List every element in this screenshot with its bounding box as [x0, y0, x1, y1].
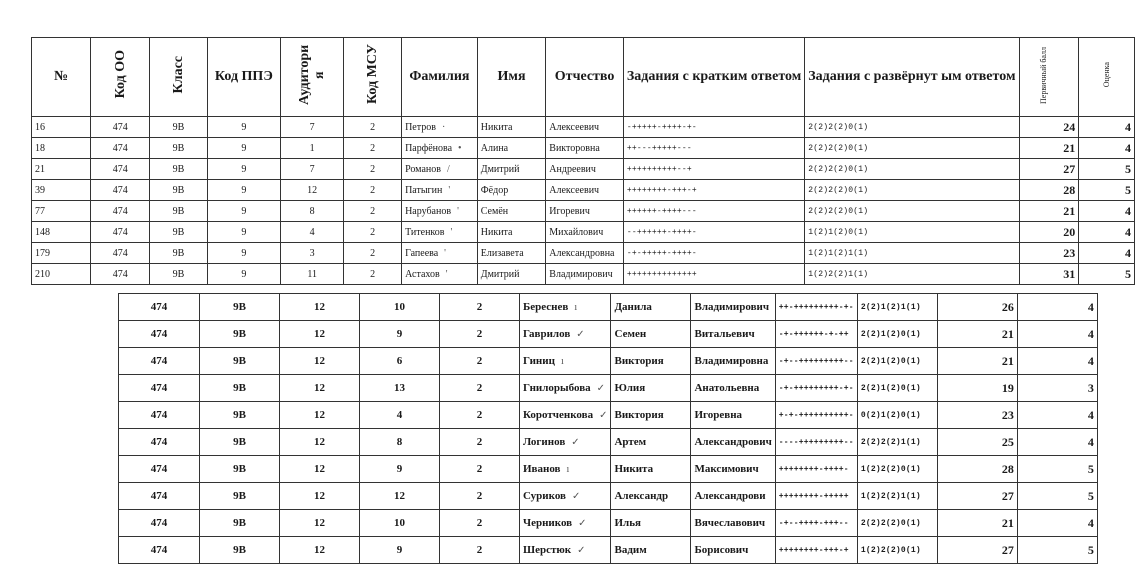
cell-code-msu: 2	[344, 159, 402, 180]
cell-patronymic: Владимирович	[546, 264, 624, 285]
cell-grade: 5	[1017, 483, 1097, 510]
cell-first-name: Артем	[611, 429, 691, 456]
cell-extended-answer: 1(2)2(2)1(1)	[805, 264, 1019, 285]
cell-auditorium: 8	[360, 429, 440, 456]
cell-grade: 4	[1079, 138, 1135, 159]
cell-patronymic: Александровна	[546, 243, 624, 264]
cell-first-name: Илья	[611, 510, 691, 537]
cell-class: 9В	[150, 243, 207, 264]
header-extended-answer: Задания с развёрнут ым ответом	[805, 38, 1019, 117]
table-row	[119, 294, 1098, 321]
cell-short-answer: -+--++++-+++--	[775, 510, 857, 537]
results-table-part1	[31, 37, 1135, 285]
cell-code-ppe: 12	[280, 402, 360, 429]
header-short-answer: Задания с кратким ответом	[623, 38, 804, 117]
cell-primary-score: 28	[937, 456, 1017, 483]
cell-first-name: Фёдор	[477, 180, 546, 201]
cell-code-oo: 474	[91, 159, 150, 180]
cell-patronymic: Игоревич	[546, 201, 624, 222]
header-class: Класс	[150, 38, 207, 117]
table-row	[119, 375, 1098, 402]
checkmark-icon: ✓	[577, 545, 586, 556]
header-code-msu: Код МСУ	[344, 38, 402, 117]
cell-last-name	[520, 483, 611, 510]
table-row	[119, 483, 1098, 510]
table-row	[119, 348, 1098, 375]
table-row	[32, 243, 1135, 264]
cell-first-name: Виктория	[611, 348, 691, 375]
cell-code-oo: 474	[119, 294, 200, 321]
cell-num: 16	[32, 117, 91, 138]
cell-class: 9В	[200, 321, 280, 348]
cell-code-oo: 474	[119, 537, 200, 564]
cell-num: 39	[32, 180, 91, 201]
cell-patronymic: Владимировна	[691, 348, 775, 375]
cell-extended-answer: 2(2)2(2)0(1)	[805, 138, 1019, 159]
cell-patronymic: Андреевич	[546, 159, 624, 180]
cell-code-msu: 2	[440, 483, 520, 510]
cell-code-oo: 474	[119, 483, 200, 510]
cell-grade: 3	[1017, 375, 1097, 402]
cell-first-name: Никита	[477, 117, 546, 138]
cell-code-oo: 474	[119, 456, 200, 483]
cell-patronymic: Викторовна	[546, 138, 624, 159]
cell-extended-answer: 1(2)1(2)1(1)	[805, 243, 1019, 264]
cell-first-name: Александр	[611, 483, 691, 510]
cell-short-answer: ++++++++-+++++	[775, 483, 857, 510]
checkmark-icon: '	[448, 184, 451, 196]
last-name-text: Гиниц	[523, 355, 555, 367]
cell-patronymic: Игоревна	[691, 402, 775, 429]
cell-grade: 5	[1017, 537, 1097, 564]
cell-class: 9В	[200, 483, 280, 510]
cell-code-msu: 2	[440, 294, 520, 321]
cell-last-name	[402, 243, 478, 264]
cell-primary-score: 19	[937, 375, 1017, 402]
cell-num: 18	[32, 138, 91, 159]
cell-code-ppe: 9	[207, 243, 281, 264]
cell-primary-score: 20	[1019, 222, 1079, 243]
last-name-text: Гнилорыбова	[523, 382, 591, 394]
last-name-text: Шерстюк	[523, 544, 572, 556]
cell-code-ppe: 12	[280, 456, 360, 483]
cell-last-name	[520, 456, 611, 483]
cell-class: 9В	[200, 294, 280, 321]
cell-code-msu: 2	[440, 429, 520, 456]
cell-auditorium: 7	[281, 159, 344, 180]
cell-extended-answer: 2(2)1(2)0(1)	[857, 348, 937, 375]
cell-short-answer: ++---+++++---	[623, 138, 804, 159]
cell-patronymic: Александрови	[691, 483, 775, 510]
cell-code-msu: 2	[344, 243, 402, 264]
cell-primary-score: 24	[1019, 117, 1079, 138]
table-row	[32, 138, 1135, 159]
cell-grade: 5	[1079, 180, 1135, 201]
cell-code-ppe: 12	[280, 348, 360, 375]
cell-first-name: Елизавета	[477, 243, 546, 264]
table-row	[119, 429, 1098, 456]
cell-auditorium: 12	[360, 483, 440, 510]
cell-extended-answer: 1(2)2(2)0(1)	[857, 456, 937, 483]
cell-grade: 4	[1017, 429, 1097, 456]
last-name-text: Патыгин	[405, 184, 443, 196]
checkmark-icon: ·	[441, 121, 446, 133]
cell-primary-score: 27	[1019, 159, 1079, 180]
cell-extended-answer: 2(2)2(2)0(1)	[805, 159, 1019, 180]
cell-primary-score: 21	[937, 348, 1017, 375]
cell-code-oo: 474	[119, 348, 200, 375]
last-name-text: Титенков	[405, 226, 445, 238]
last-name-text: Суриков	[523, 490, 566, 502]
cell-class: 9В	[150, 222, 207, 243]
cell-first-name: Никита	[611, 456, 691, 483]
cell-first-name: Дмитрий	[477, 264, 546, 285]
cell-class: 9В	[200, 402, 280, 429]
last-name-text: Парфёнова	[405, 142, 453, 154]
cell-code-msu: 2	[440, 537, 520, 564]
header-auditorium: Аудитори я	[281, 38, 344, 117]
cell-grade: 5	[1017, 456, 1097, 483]
last-name-text: Астахов	[405, 268, 440, 280]
table-row	[119, 456, 1098, 483]
cell-code-msu: 2	[440, 375, 520, 402]
cell-first-name: Данила	[611, 294, 691, 321]
cell-auditorium: 3	[281, 243, 344, 264]
cell-code-msu: 2	[440, 510, 520, 537]
cell-num: 77	[32, 201, 91, 222]
cell-short-answer: ++++++++-++++-	[775, 456, 857, 483]
table-row	[119, 321, 1098, 348]
cell-primary-score: 27	[937, 483, 1017, 510]
cell-patronymic: Алексеевич	[546, 180, 624, 201]
cell-short-answer: --++++++-++++-	[623, 222, 804, 243]
cell-code-msu: 2	[344, 138, 402, 159]
cell-code-msu: 2	[344, 201, 402, 222]
cell-class: 9В	[150, 264, 207, 285]
cell-last-name	[520, 375, 611, 402]
cell-last-name	[520, 537, 611, 564]
table-row	[32, 264, 1135, 285]
cell-grade: 4	[1079, 117, 1135, 138]
cell-last-name	[402, 264, 478, 285]
cell-code-oo: 474	[119, 321, 200, 348]
last-name-text: Нарубанов	[405, 205, 452, 217]
last-name-text: Логинов	[523, 436, 566, 448]
cell-last-name	[402, 138, 478, 159]
checkmark-icon: ✓	[599, 410, 608, 421]
cell-last-name	[402, 117, 478, 138]
cell-num: 148	[32, 222, 91, 243]
cell-grade: 5	[1079, 264, 1135, 285]
cell-short-answer: -+--+++++++++--	[775, 348, 857, 375]
last-name-text: Петров	[405, 121, 436, 133]
cell-patronymic: Владимирович	[691, 294, 775, 321]
cell-first-name: Виктория	[611, 402, 691, 429]
cell-primary-score: 21	[937, 321, 1017, 348]
cell-code-oo: 474	[119, 402, 200, 429]
cell-auditorium: 1	[281, 138, 344, 159]
cell-class: 9В	[200, 375, 280, 402]
cell-short-answer: -+-+++++++++-+-	[775, 375, 857, 402]
cell-short-answer: ++++++++-+++-+	[775, 537, 857, 564]
cell-code-oo: 474	[91, 138, 150, 159]
header-code-oo: Код ОО	[91, 38, 150, 117]
cell-code-msu: 2	[344, 180, 402, 201]
cell-auditorium: 8	[281, 201, 344, 222]
cell-auditorium: 6	[360, 348, 440, 375]
cell-first-name: Дмитрий	[477, 159, 546, 180]
cell-class: 9В	[150, 159, 207, 180]
cell-auditorium: 7	[281, 117, 344, 138]
cell-class: 9В	[200, 348, 280, 375]
cell-short-answer: ++++++++-+++-+	[623, 180, 804, 201]
cell-extended-answer: 2(2)1(2)1(1)	[857, 294, 937, 321]
cell-primary-score: 28	[1019, 180, 1079, 201]
cell-auditorium: 4	[281, 222, 344, 243]
cell-extended-answer: 1(2)2(2)1(1)	[857, 483, 937, 510]
cell-grade: 4	[1017, 402, 1097, 429]
results-table-part2	[118, 293, 1098, 564]
header-patronymic: Отчество	[546, 38, 624, 117]
cell-first-name: Семен	[611, 321, 691, 348]
cell-primary-score: 21	[1019, 138, 1079, 159]
cell-extended-answer: 2(2)2(2)0(1)	[857, 510, 937, 537]
cell-auditorium: 11	[281, 264, 344, 285]
cell-first-name: Алина	[477, 138, 546, 159]
cell-primary-score: 31	[1019, 264, 1079, 285]
header-num: №	[32, 38, 91, 117]
cell-grade: 4	[1079, 243, 1135, 264]
cell-extended-answer: 2(2)2(2)0(1)	[805, 117, 1019, 138]
cell-patronymic: Александрович	[691, 429, 775, 456]
cell-grade: 4	[1079, 222, 1135, 243]
cell-primary-score: 27	[937, 537, 1017, 564]
cell-code-msu: 2	[440, 348, 520, 375]
cell-last-name	[520, 510, 611, 537]
cell-code-ppe: 9	[207, 117, 281, 138]
last-name-text: Коротченкова	[523, 409, 594, 421]
last-name-text: Черников	[523, 517, 573, 529]
cell-class: 9В	[200, 456, 280, 483]
cell-patronymic: Борисович	[691, 537, 775, 564]
table-row	[32, 201, 1135, 222]
cell-auditorium: 9	[360, 456, 440, 483]
header-row	[32, 38, 1135, 117]
cell-code-ppe: 9	[207, 159, 281, 180]
cell-short-answer: ----+++++++++--	[775, 429, 857, 456]
cell-code-ppe: 12	[280, 510, 360, 537]
cell-code-ppe: 12	[280, 429, 360, 456]
last-name-text: Гапеева	[405, 247, 439, 259]
cell-short-answer: ++++++-++++---	[623, 201, 804, 222]
cell-patronymic: Алексеевич	[546, 117, 624, 138]
table-row	[32, 180, 1135, 201]
checkmark-icon: '	[450, 226, 453, 238]
cell-code-ppe: 12	[280, 321, 360, 348]
cell-class: 9В	[150, 201, 207, 222]
cell-extended-answer: 2(2)2(2)0(1)	[805, 201, 1019, 222]
cell-num: 21	[32, 159, 91, 180]
cell-num: 179	[32, 243, 91, 264]
cell-auditorium: 10	[360, 294, 440, 321]
cell-code-ppe: 9	[207, 138, 281, 159]
cell-last-name	[520, 348, 611, 375]
cell-primary-score: 25	[937, 429, 1017, 456]
checkmark-icon: ı	[560, 356, 564, 367]
cell-last-name	[520, 429, 611, 456]
cell-short-answer: ++-+++++++++-+-	[775, 294, 857, 321]
cell-class: 9В	[150, 117, 207, 138]
cell-code-ppe: 12	[280, 537, 360, 564]
cell-code-ppe: 9	[207, 264, 281, 285]
checkmark-icon: ✓	[578, 518, 587, 529]
last-name-text: Романов	[405, 163, 441, 175]
cell-code-ppe: 12	[280, 375, 360, 402]
cell-last-name	[402, 201, 478, 222]
cell-extended-answer: 1(2)1(2)0(1)	[805, 222, 1019, 243]
cell-primary-score: 23	[1019, 243, 1079, 264]
cell-code-ppe: 9	[207, 180, 281, 201]
cell-first-name: Юлия	[611, 375, 691, 402]
cell-extended-answer: 2(2)2(2)1(1)	[857, 429, 937, 456]
cell-code-oo: 474	[91, 180, 150, 201]
checkmark-icon: ✓	[596, 383, 606, 394]
header-last-name: Фамилия	[402, 38, 478, 117]
cell-code-ppe: 9	[207, 222, 281, 243]
cell-patronymic: Максимович	[691, 456, 775, 483]
cell-first-name: Семён	[477, 201, 546, 222]
cell-extended-answer: 2(2)1(2)0(1)	[857, 321, 937, 348]
checkmark-icon: ı	[566, 464, 570, 475]
cell-code-msu: 2	[344, 264, 402, 285]
cell-short-answer: ++++++++++++++	[623, 264, 804, 285]
cell-grade: 4	[1017, 294, 1097, 321]
cell-grade: 4	[1017, 510, 1097, 537]
cell-primary-score: 23	[937, 402, 1017, 429]
checkmark-icon: '	[444, 247, 446, 259]
header-primary-score: Первичный балл	[1019, 38, 1079, 117]
cell-code-oo: 474	[119, 429, 200, 456]
cell-primary-score: 21	[1019, 201, 1079, 222]
table-row	[32, 222, 1135, 243]
cell-code-msu: 2	[344, 222, 402, 243]
checkmark-icon: ✓	[572, 491, 581, 502]
cell-short-answer: -+++++-++++-+-	[623, 117, 804, 138]
cell-first-name: Никита	[477, 222, 546, 243]
checkmark-icon: '	[445, 268, 448, 280]
cell-class: 9В	[150, 138, 207, 159]
checkmark-icon: /	[446, 163, 450, 175]
cell-code-oo: 474	[119, 375, 200, 402]
header-code-ppe: Код ППЭ	[207, 38, 281, 117]
cell-extended-answer: 2(2)2(2)0(1)	[805, 180, 1019, 201]
cell-grade: 4	[1079, 201, 1135, 222]
cell-code-oo: 474	[91, 117, 150, 138]
header-grade: Оценка	[1079, 38, 1135, 117]
cell-patronymic: Вячеславович	[691, 510, 775, 537]
cell-auditorium: 9	[360, 537, 440, 564]
cell-code-oo: 474	[91, 201, 150, 222]
cell-code-oo: 474	[91, 264, 150, 285]
cell-code-msu: 2	[440, 321, 520, 348]
cell-grade: 4	[1017, 321, 1097, 348]
cell-code-oo: 474	[91, 243, 150, 264]
cell-primary-score: 26	[937, 294, 1017, 321]
cell-short-answer: -+-++++++-+-++	[775, 321, 857, 348]
cell-num: 210	[32, 264, 91, 285]
table-row	[32, 159, 1135, 180]
cell-short-answer: -+-+++++-++++-	[623, 243, 804, 264]
cell-grade: 5	[1079, 159, 1135, 180]
cell-last-name	[402, 180, 478, 201]
cell-grade: 4	[1017, 348, 1097, 375]
cell-first-name: Вадим	[611, 537, 691, 564]
checkmark-icon: ✓	[571, 437, 580, 448]
cell-code-msu: 2	[344, 117, 402, 138]
cell-class: 9В	[200, 510, 280, 537]
last-name-text: Береснев	[523, 301, 569, 313]
checkmark-icon: •	[458, 142, 462, 154]
table-row	[119, 402, 1098, 429]
cell-class: 9В	[200, 429, 280, 456]
cell-extended-answer: 2(2)1(2)0(1)	[857, 375, 937, 402]
cell-last-name	[520, 294, 611, 321]
cell-code-msu: 2	[440, 456, 520, 483]
cell-code-ppe: 12	[280, 483, 360, 510]
table-row	[119, 510, 1098, 537]
cell-last-name	[520, 321, 611, 348]
table-row	[119, 537, 1098, 564]
last-name-text: Иванов	[523, 463, 561, 475]
cell-extended-answer: 1(2)2(2)0(1)	[857, 537, 937, 564]
cell-last-name	[402, 222, 478, 243]
cell-auditorium: 10	[360, 510, 440, 537]
last-name-text: Гаврилов	[523, 328, 571, 340]
cell-patronymic: Витальевич	[691, 321, 775, 348]
cell-auditorium: 4	[360, 402, 440, 429]
cell-short-answer: +-+-++++++++++-	[775, 402, 857, 429]
cell-short-answer: ++++++++++--+	[623, 159, 804, 180]
header-first-name: Имя	[477, 38, 546, 117]
cell-auditorium: 12	[281, 180, 344, 201]
cell-code-ppe: 12	[280, 294, 360, 321]
cell-code-oo: 474	[119, 510, 200, 537]
cell-auditorium: 9	[360, 321, 440, 348]
cell-patronymic: Анатольевна	[691, 375, 775, 402]
cell-patronymic: Михайлович	[546, 222, 624, 243]
cell-code-msu: 2	[440, 402, 520, 429]
cell-auditorium: 13	[360, 375, 440, 402]
cell-extended-answer: 0(2)1(2)0(1)	[857, 402, 937, 429]
checkmark-icon: ✓	[576, 329, 585, 340]
checkmark-icon: ı	[574, 302, 578, 313]
cell-class: 9В	[150, 180, 207, 201]
cell-last-name	[402, 159, 478, 180]
cell-class: 9В	[200, 537, 280, 564]
table-row	[32, 117, 1135, 138]
checkmark-icon: '	[457, 205, 459, 217]
cell-last-name	[520, 402, 611, 429]
cell-code-ppe: 9	[207, 201, 281, 222]
cell-code-oo: 474	[91, 222, 150, 243]
cell-primary-score: 21	[937, 510, 1017, 537]
